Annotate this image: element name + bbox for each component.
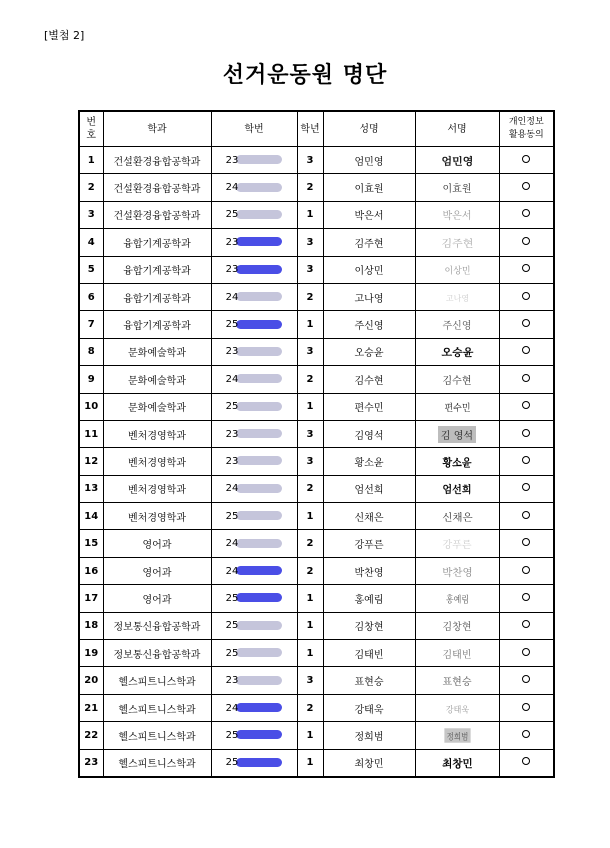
student-id-redaction-mask — [236, 511, 282, 520]
table-row — [79, 338, 554, 365]
handwritten-signature: 강태욱 — [445, 705, 469, 715]
row-number: 9 — [79, 366, 103, 393]
row-name: 홍예림 — [323, 585, 415, 612]
row-signature — [415, 393, 499, 420]
student-id-redaction-mask — [236, 429, 282, 438]
student-id-redaction-mask — [236, 484, 282, 493]
row-consent — [499, 749, 554, 777]
row-student-id — [211, 174, 297, 201]
handwritten-signature: 최창민 — [441, 759, 473, 771]
row-signature — [415, 722, 499, 749]
handwritten-signature: 이상민 — [443, 266, 471, 277]
table-row — [79, 585, 554, 612]
row-dept: 벤처경영학과 — [103, 503, 211, 530]
row-name: 김영석 — [323, 420, 415, 447]
row-student-id — [211, 420, 297, 447]
consent-circle-icon — [522, 346, 530, 354]
row-dept: 융합기계공학과 — [103, 229, 211, 256]
row-number: 2 — [79, 174, 103, 201]
student-id-redaction-mask — [236, 730, 282, 739]
row-grade: 2 — [297, 366, 323, 393]
row-dept: 문화예술학과 — [103, 338, 211, 365]
row-consent — [499, 640, 554, 667]
consent-circle-icon — [522, 182, 530, 190]
row-grade: 1 — [297, 503, 323, 530]
row-grade: 2 — [297, 174, 323, 201]
table-row — [79, 749, 554, 777]
row-grade: 2 — [297, 694, 323, 721]
row-number: 8 — [79, 338, 103, 365]
campaign-staff-table — [78, 110, 555, 778]
table-row — [79, 448, 554, 475]
student-id-redaction-mask — [236, 566, 282, 575]
row-number: 4 — [79, 229, 103, 256]
row-consent — [499, 338, 554, 365]
row-consent — [499, 229, 554, 256]
row-signature — [415, 229, 499, 256]
student-id-prefix: 25 — [225, 647, 239, 659]
row-name: 오승윤 — [323, 338, 415, 365]
handwritten-signature: 김창현 — [442, 622, 472, 634]
row-student-id — [211, 393, 297, 420]
row-grade: 1 — [297, 722, 323, 749]
row-student-id — [211, 366, 297, 393]
row-student-id — [211, 530, 297, 557]
table-row — [79, 667, 554, 694]
row-number: 18 — [79, 612, 103, 639]
handwritten-signature: 강푸른 — [442, 540, 472, 552]
row-grade: 2 — [297, 557, 323, 584]
row-signature — [415, 283, 499, 310]
student-id-prefix: 25 — [225, 401, 239, 413]
consent-circle-icon — [522, 401, 530, 409]
table-row — [79, 722, 554, 749]
row-number: 14 — [79, 503, 103, 530]
row-name: 김수현 — [323, 366, 415, 393]
consent-circle-icon — [522, 456, 530, 464]
student-id-redaction-mask — [236, 648, 282, 657]
student-id-prefix: 24 — [225, 182, 239, 194]
student-id-prefix: 25 — [225, 757, 239, 769]
student-id-redaction-mask — [236, 320, 282, 329]
row-consent — [499, 530, 554, 557]
table-row — [79, 393, 554, 420]
row-grade: 1 — [297, 749, 323, 777]
student-id-prefix: 24 — [225, 291, 239, 303]
table-row — [79, 229, 554, 256]
row-signature — [415, 174, 499, 201]
row-number: 10 — [79, 393, 103, 420]
consent-circle-icon — [522, 237, 530, 245]
row-signature — [415, 530, 499, 557]
row-student-id — [211, 311, 297, 338]
row-dept: 융합기계공학과 — [103, 283, 211, 310]
student-id-redaction-mask — [236, 758, 282, 767]
row-dept: 건설환경융합공학과 — [103, 147, 211, 174]
row-grade: 2 — [297, 530, 323, 557]
row-name: 황소윤 — [323, 448, 415, 475]
row-number: 3 — [79, 201, 103, 228]
consent-circle-icon — [522, 648, 530, 656]
row-name: 김창현 — [323, 612, 415, 639]
row-signature — [415, 311, 499, 338]
row-dept: 문화예술학과 — [103, 393, 211, 420]
row-name: 이효원 — [323, 174, 415, 201]
row-number: 23 — [79, 749, 103, 777]
student-id-prefix: 23 — [225, 154, 239, 166]
row-grade: 3 — [297, 338, 323, 365]
row-student-id — [211, 667, 297, 694]
row-student-id — [211, 640, 297, 667]
student-id-prefix: 24 — [225, 702, 239, 714]
handwritten-signature: 정희범 — [444, 728, 470, 742]
student-id-redaction-mask — [236, 621, 282, 630]
row-student-id — [211, 201, 297, 228]
row-student-id — [211, 229, 297, 256]
row-signature — [415, 448, 499, 475]
row-consent — [499, 612, 554, 639]
student-id-redaction-mask — [236, 292, 282, 301]
row-name: 강푸른 — [323, 530, 415, 557]
row-signature — [415, 585, 499, 612]
student-id-prefix: 25 — [225, 592, 239, 604]
row-grade: 3 — [297, 229, 323, 256]
row-name: 편수민 — [323, 393, 415, 420]
row-consent — [499, 420, 554, 447]
handwritten-signature: 표현승 — [442, 677, 472, 689]
table-row — [79, 256, 554, 283]
row-signature — [415, 557, 499, 584]
student-id-prefix: 23 — [225, 675, 239, 687]
student-id-prefix: 23 — [225, 236, 239, 248]
row-signature — [415, 147, 499, 174]
row-number: 21 — [79, 694, 103, 721]
row-name: 정희범 — [323, 722, 415, 749]
handwritten-signature: 엄민영 — [441, 156, 473, 168]
row-signature — [415, 366, 499, 393]
table-row — [79, 530, 554, 557]
consent-circle-icon — [522, 429, 530, 437]
row-grade: 1 — [297, 201, 323, 228]
row-consent — [499, 256, 554, 283]
table-row — [79, 311, 554, 338]
table-row — [79, 147, 554, 174]
handwritten-signature: 김태빈 — [442, 649, 472, 661]
handwritten-signature: 김 영석 — [438, 426, 476, 443]
row-number: 15 — [79, 530, 103, 557]
table-row — [79, 201, 554, 228]
row-consent — [499, 147, 554, 174]
row-name: 최창민 — [323, 749, 415, 777]
consent-circle-icon — [522, 511, 530, 519]
student-id-prefix: 23 — [225, 428, 239, 440]
row-signature — [415, 694, 499, 721]
consent-circle-icon — [522, 209, 530, 217]
consent-circle-icon — [522, 538, 530, 546]
row-number: 13 — [79, 475, 103, 502]
consent-circle-icon — [522, 566, 530, 574]
row-name: 이상민 — [323, 256, 415, 283]
row-student-id — [211, 749, 297, 777]
row-signature — [415, 667, 499, 694]
student-id-redaction-mask — [236, 402, 282, 411]
table-row — [79, 557, 554, 584]
handwritten-signature: 엄선희 — [442, 485, 472, 497]
row-consent — [499, 201, 554, 228]
row-name: 표현승 — [323, 667, 415, 694]
row-consent — [499, 448, 554, 475]
handwritten-signature: 이효원 — [442, 184, 472, 196]
row-signature — [415, 475, 499, 502]
row-grade: 1 — [297, 393, 323, 420]
consent-circle-icon — [522, 264, 530, 272]
row-number: 5 — [79, 256, 103, 283]
table-row — [79, 475, 554, 502]
student-id-redaction-mask — [236, 593, 282, 602]
row-student-id — [211, 694, 297, 721]
row-consent — [499, 667, 554, 694]
consent-circle-icon — [522, 703, 530, 711]
student-id-redaction-mask — [236, 183, 282, 192]
student-id-prefix: 23 — [225, 264, 239, 276]
row-signature — [415, 612, 499, 639]
student-id-prefix: 23 — [225, 346, 239, 358]
consent-circle-icon — [522, 319, 530, 327]
row-student-id — [211, 722, 297, 749]
handwritten-signature: 김주현 — [441, 238, 473, 250]
handwritten-signature: 황소윤 — [442, 457, 472, 470]
handwritten-signature: 편수민 — [443, 403, 471, 414]
row-number: 20 — [79, 667, 103, 694]
row-consent — [499, 475, 554, 502]
header-consent: 개인정보 활용동의 — [499, 111, 554, 147]
student-id-prefix: 25 — [225, 510, 239, 522]
handwritten-signature: 고나영 — [445, 294, 469, 304]
header-student-id: 학번 — [211, 111, 297, 147]
row-dept: 영어과 — [103, 585, 211, 612]
row-name: 김태빈 — [323, 640, 415, 667]
row-grade: 1 — [297, 311, 323, 338]
row-dept: 건설환경융합공학과 — [103, 201, 211, 228]
student-id-redaction-mask — [236, 265, 282, 274]
table-row — [79, 640, 554, 667]
row-student-id — [211, 448, 297, 475]
row-dept: 헬스피트니스학과 — [103, 667, 211, 694]
row-number: 19 — [79, 640, 103, 667]
student-id-prefix: 24 — [225, 483, 239, 495]
handwritten-signature: 박찬영 — [441, 567, 473, 579]
row-consent — [499, 557, 554, 584]
row-dept: 헬스피트니스학과 — [103, 749, 211, 777]
row-dept: 건설환경융합공학과 — [103, 174, 211, 201]
student-id-redaction-mask — [236, 237, 282, 246]
header-signature: 서명 — [415, 111, 499, 147]
row-dept: 융합기계공학과 — [103, 311, 211, 338]
row-grade: 3 — [297, 147, 323, 174]
row-name: 신채은 — [323, 503, 415, 530]
consent-circle-icon — [522, 155, 530, 163]
table-header-row — [79, 111, 554, 147]
attachment-label: [별첨 2] — [44, 29, 85, 42]
row-signature — [415, 201, 499, 228]
row-dept: 정보통신융합공학과 — [103, 640, 211, 667]
row-dept: 벤처경영학과 — [103, 448, 211, 475]
row-name: 박찬영 — [323, 557, 415, 584]
row-dept: 벤처경영학과 — [103, 420, 211, 447]
row-name: 고나영 — [323, 283, 415, 310]
table-row — [79, 420, 554, 447]
page-title: 선거운동원 명단 — [222, 63, 388, 88]
row-name: 박은서 — [323, 201, 415, 228]
row-number: 1 — [79, 147, 103, 174]
table-row — [79, 174, 554, 201]
consent-circle-icon — [522, 675, 530, 683]
handwritten-signature: 홍예림 — [445, 595, 469, 606]
row-signature — [415, 640, 499, 667]
row-dept: 헬스피트니스학과 — [103, 694, 211, 721]
table-row — [79, 612, 554, 639]
row-number: 22 — [79, 722, 103, 749]
row-number: 6 — [79, 283, 103, 310]
row-student-id — [211, 338, 297, 365]
table-body — [79, 147, 554, 777]
row-grade: 3 — [297, 667, 323, 694]
row-dept: 영어과 — [103, 530, 211, 557]
row-name: 강태욱 — [323, 694, 415, 721]
student-id-redaction-mask — [236, 703, 282, 712]
row-dept: 문화예술학과 — [103, 366, 211, 393]
row-consent — [499, 174, 554, 201]
row-grade: 1 — [297, 640, 323, 667]
row-signature — [415, 338, 499, 365]
handwritten-signature: 신채은 — [441, 512, 473, 524]
handwritten-signature: 박은서 — [442, 211, 472, 223]
student-id-redaction-mask — [236, 676, 282, 685]
table-row — [79, 283, 554, 310]
student-id-prefix: 24 — [225, 565, 239, 577]
consent-circle-icon — [522, 483, 530, 491]
row-grade: 3 — [297, 256, 323, 283]
row-name: 엄민영 — [323, 147, 415, 174]
row-student-id — [211, 503, 297, 530]
row-consent — [499, 366, 554, 393]
student-id-prefix: 23 — [225, 455, 239, 467]
row-student-id — [211, 475, 297, 502]
row-name: 주신영 — [323, 311, 415, 338]
row-number: 17 — [79, 585, 103, 612]
row-signature — [415, 503, 499, 530]
student-id-redaction-mask — [236, 456, 282, 465]
student-id-prefix: 25 — [225, 729, 239, 741]
header-name: 성명 — [323, 111, 415, 147]
row-number: 7 — [79, 311, 103, 338]
row-consent — [499, 503, 554, 530]
header-grade: 학년 — [297, 111, 323, 147]
header-dept: 학과 — [103, 111, 211, 147]
row-dept: 정보통신융합공학과 — [103, 612, 211, 639]
handwritten-signature: 김수현 — [442, 375, 472, 387]
row-student-id — [211, 612, 297, 639]
row-dept: 벤처경영학과 — [103, 475, 211, 502]
student-id-prefix: 24 — [225, 538, 239, 550]
student-id-redaction-mask — [236, 155, 282, 164]
row-student-id — [211, 256, 297, 283]
consent-circle-icon — [522, 374, 530, 382]
student-id-prefix: 25 — [225, 209, 239, 221]
student-id-redaction-mask — [236, 539, 282, 548]
table-row — [79, 503, 554, 530]
handwritten-signature: 오승윤 — [441, 348, 473, 360]
student-id-redaction-mask — [236, 210, 282, 219]
row-number: 16 — [79, 557, 103, 584]
row-student-id — [211, 147, 297, 174]
row-dept: 헬스피트니스학과 — [103, 722, 211, 749]
row-student-id — [211, 585, 297, 612]
table-row — [79, 366, 554, 393]
consent-circle-icon — [522, 593, 530, 601]
row-consent — [499, 283, 554, 310]
row-signature — [415, 256, 499, 283]
consent-circle-icon — [522, 620, 530, 628]
student-id-prefix: 25 — [225, 319, 239, 331]
row-name: 김주현 — [323, 229, 415, 256]
row-dept: 융합기계공학과 — [103, 256, 211, 283]
row-student-id — [211, 283, 297, 310]
consent-circle-icon — [522, 292, 530, 300]
row-grade: 1 — [297, 585, 323, 612]
row-dept: 영어과 — [103, 557, 211, 584]
row-consent — [499, 585, 554, 612]
row-grade: 1 — [297, 612, 323, 639]
row-grade: 3 — [297, 448, 323, 475]
row-consent — [499, 311, 554, 338]
row-grade: 2 — [297, 475, 323, 502]
student-id-prefix: 25 — [225, 620, 239, 632]
consent-circle-icon — [522, 757, 530, 765]
header-no: 번 호 — [79, 111, 103, 147]
row-consent — [499, 694, 554, 721]
student-id-redaction-mask — [236, 374, 282, 383]
table-row — [79, 694, 554, 721]
row-name: 엄선희 — [323, 475, 415, 502]
row-number: 11 — [79, 420, 103, 447]
student-id-redaction-mask — [236, 347, 282, 356]
row-signature — [415, 420, 499, 447]
row-grade: 3 — [297, 420, 323, 447]
handwritten-signature: 주신영 — [442, 321, 472, 333]
row-signature — [415, 749, 499, 777]
student-id-prefix: 24 — [225, 373, 239, 385]
row-consent — [499, 393, 554, 420]
row-grade: 2 — [297, 283, 323, 310]
consent-circle-icon — [522, 730, 530, 738]
row-student-id — [211, 557, 297, 584]
row-number: 12 — [79, 448, 103, 475]
row-consent — [499, 722, 554, 749]
